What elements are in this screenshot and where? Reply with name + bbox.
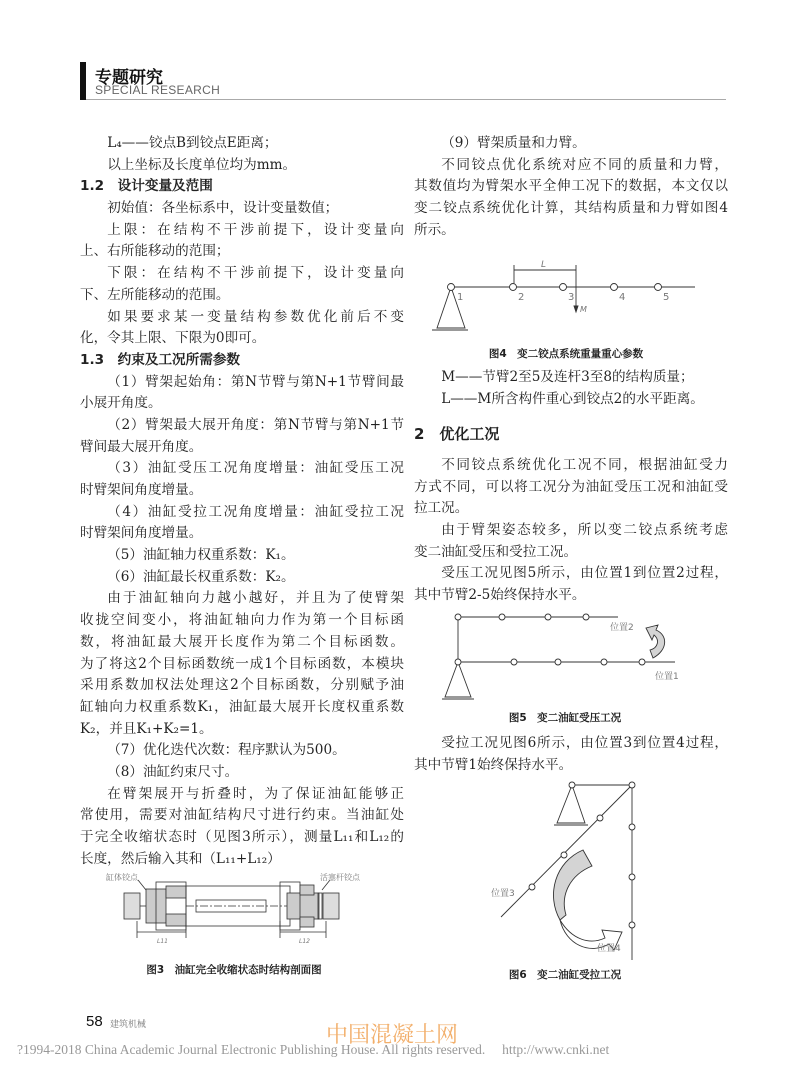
text-line: 不同铰点优化系统对应不同的质量和力臂， (441, 156, 728, 173)
text-line: 化，令其上限、下限为0即可。 (80, 330, 266, 347)
figure-4-arm-diagram (432, 265, 695, 330)
section-title: 专题研究 (95, 68, 163, 88)
text-line: 其数值均为臂架水平全伸工况下的数据，本文仅以 (414, 178, 728, 195)
text-line: 受拉工况见图6所示，由位置3到位置4过程， (441, 735, 728, 751)
text-line: 变二油缸受压和受拉工况。 (414, 543, 578, 560)
text-line: M——节臂2至5及连杆3至8的结构质量； (441, 369, 694, 385)
text-line: 由于臂架姿态较多，所以变二铰点系统考虑 (441, 522, 728, 539)
text-line: K₂，并且K₁+K₂=1。 (80, 720, 213, 737)
text-line: 小展开角度。 (80, 395, 162, 412)
fig3-dim-l12: L12 (299, 938, 310, 945)
subsection-heading: 1.2 设计变量及范围 (80, 178, 213, 195)
text-line: 长度，然后输入其和（L₁₁+L₁₂） (80, 850, 281, 867)
text-line: 收拢空间变小，将油缸轴向力作为第一个目标函 (80, 612, 404, 629)
text-line: 于完全收缩状态时（见图3所示），测量L₁₁和L₁₂的 (80, 829, 404, 845)
fig4-force-m: M (580, 305, 587, 314)
text-line: 在臂架展开与折叠时，为了保证油缸能够正 (107, 785, 404, 802)
text-line: （6）油缸最长权重系数：K₂。 (107, 568, 295, 585)
text-line: 下限：在结构不干涉前提下，设计变量向 (107, 265, 404, 282)
figure-6-tension-diagram (501, 782, 635, 960)
text-line: （7）优化迭代次数：程序默认为500。 (107, 742, 346, 759)
figure-3-caption: 图3 油缸完全收缩状态时结构剖面图 (146, 964, 322, 976)
text-line: 为了将这2个目标函数统一成1个目标函数，本模块 (80, 655, 404, 672)
text-line: 其中节臂2-5始终保持水平。 (414, 587, 586, 604)
text-line: （3）油缸受压工况角度增量：油缸受压工况 (107, 460, 404, 477)
text-line: 所示。 (414, 221, 455, 238)
text-line: 上、右所能移动的范围； (80, 243, 230, 260)
fig4-node-5: 5 (663, 292, 670, 303)
watermark: 中国混凝土网 (326, 1023, 459, 1048)
text-line: 受压工况见图5所示，由位置1到位置2过程， (441, 565, 728, 582)
text-line: 不同铰点系统优化工况不同，根据油缸受力 (441, 457, 728, 473)
journal-name: 建筑机械 (110, 1020, 147, 1030)
text-line: 以上坐标及长度单位均为mm。 (107, 156, 297, 173)
fig4-node-4: 4 (619, 292, 626, 303)
text-line: 方式不同，可以将工况分为油缸受压工况和油缸受 (414, 478, 728, 495)
fig3-dim-l11: L11 (157, 938, 168, 945)
fig4-node-2: 2 (518, 292, 525, 303)
text-line: L₄——铰点B到铰点E距离； (107, 135, 278, 151)
text-line: L——M所含构件重心到铰点2的水平距离。 (441, 390, 704, 407)
fig6-position-4: 位置4 (597, 944, 621, 954)
text-line: 其中节臂1始终保持水平。 (414, 756, 573, 773)
fig3-label-rod-hinge: 活塞杆铰点 (320, 873, 360, 882)
text-line: 臂间最大展开角度。 (80, 438, 203, 455)
figure-5-caption: 图5 变二油缸受压工况 (508, 712, 622, 724)
fig4-dim-l: L (541, 260, 547, 270)
text-line: 时臂架间角度增量。 (80, 525, 203, 542)
text-line: 上限：在结构不干涉前提下，设计变量向 (107, 221, 404, 238)
text-line: （8）油缸约束尺寸。 (107, 763, 239, 780)
copyright-line: ?1994-2018 China Academic Journal Electronic Publishing House. All rights reserved. http://www.cnki.net (17, 1042, 610, 1057)
text-line: 变二铰点系统优化计算，其结构质量和力臂如图4 (414, 200, 728, 217)
text-line: （1）臂架起始角：第N节臂与第N+1节臂间最 (107, 373, 404, 390)
figure-3-cylinder-section (124, 880, 339, 938)
text-line: 数，将油缸最大展开长度作为第二个目标函数。 (80, 633, 404, 650)
text-line: （4）油缸受拉工况角度增量：油缸受拉工况 (107, 503, 404, 520)
text-line: 下、左所能移动的范围。 (80, 286, 230, 303)
text-line: 常使用，需要对油缸结构尺寸进行约束。当油缸处 (80, 807, 404, 824)
text-line: 初始值：各坐标系中，设计变量数值； (107, 200, 339, 217)
figure-5-compression-diagram (442, 614, 675, 699)
text-line: 时臂架间角度增量。 (80, 482, 203, 498)
fig3-label-cylinder-hinge: 缸体铰点 (106, 873, 138, 882)
subsection-heading: 1.3 约束及工况所需参数 (80, 351, 241, 368)
text-line: （9）臂架质量和力臂。 (441, 135, 586, 151)
text-line: （5）油缸轴力权重系数：K₁。 (107, 547, 295, 564)
text-line: （2）臂架最大展开角度：第N节臂与第N+1节 (107, 416, 404, 433)
section-subtitle: SPECIAL RESEARCH (95, 83, 221, 97)
text-line: 如果要求某一变量结构参数优化前后不变 (107, 308, 404, 325)
section-2-heading: 2 优化工况 (414, 425, 500, 443)
text-line: 缸轴向力权重系数K₁，油缸最大展开长度权重系数 (80, 698, 404, 715)
fig4-node-3: 3 (568, 292, 575, 303)
fig6-position-3: 位置3 (491, 889, 515, 899)
text-line: 拉工况。 (414, 500, 469, 517)
fig4-node-1: 1 (457, 292, 464, 303)
page-number: 58 (86, 1013, 103, 1030)
fig5-position-1: 位置1 (655, 672, 679, 682)
figure-6-caption: 图6 变二油缸受拉工况 (508, 969, 622, 981)
figure-4-caption: 图4 变二铰点系统重量重心参数 (488, 348, 644, 360)
fig5-position-2: 位置2 (610, 623, 634, 633)
text-line: 由于油缸轴向力越小越好，并且为了使臂架 (107, 590, 404, 607)
text-line: 采用系数加权法处理这2个目标函数，分别赋予油 (80, 677, 404, 694)
